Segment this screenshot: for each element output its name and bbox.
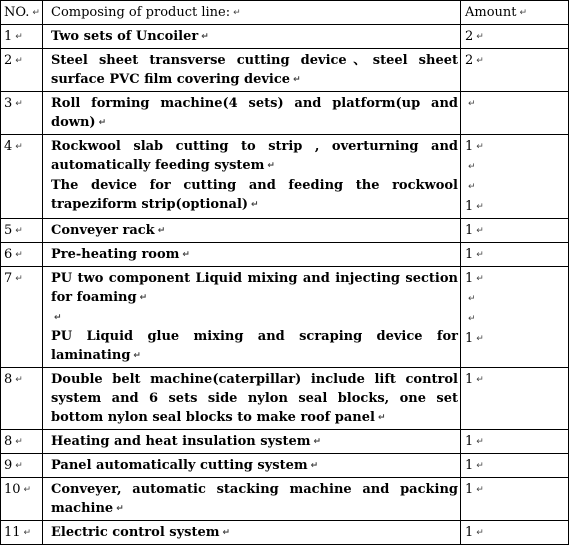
row-description xyxy=(43,478,461,521)
amount-line xyxy=(465,269,566,289)
table-header-row xyxy=(1,1,569,25)
return-mark-icon: ↵ xyxy=(15,32,23,42)
return-mark-icon: ↵ xyxy=(23,485,32,495)
description-line xyxy=(51,480,458,519)
description-line xyxy=(51,308,458,327)
return-mark-icon: ↵ xyxy=(519,8,528,18)
description-line xyxy=(51,221,458,241)
return-mark-icon: ↵ xyxy=(15,99,23,109)
return-mark-icon: ↵ xyxy=(139,293,148,303)
row-amount xyxy=(461,49,569,92)
amount-text: 1 xyxy=(465,247,474,262)
row-number xyxy=(1,521,43,545)
table-row xyxy=(1,243,569,267)
return-mark-icon: ↵ xyxy=(201,32,209,42)
amount-text: 2 xyxy=(465,53,474,68)
header-composition: Composing of product line: ↵ xyxy=(43,1,461,25)
description-line xyxy=(51,51,458,90)
return-mark-icon: ↵ xyxy=(116,504,124,514)
description-text: Pre-heating room xyxy=(51,247,180,262)
description-text: PU Liquid glue mixing and scraping device for laminating xyxy=(51,329,458,363)
row-description xyxy=(43,267,461,368)
table-row xyxy=(1,92,569,135)
row-number xyxy=(1,454,43,478)
amount-line xyxy=(465,309,566,329)
row-amount xyxy=(461,25,569,49)
row-number-text: 7 xyxy=(4,271,13,286)
description-text: Conveyer rack xyxy=(51,223,155,238)
return-mark-icon: ↵ xyxy=(468,162,476,172)
amount-text: 2 xyxy=(465,29,474,44)
row-amount xyxy=(461,243,569,267)
amount-line xyxy=(465,523,566,543)
return-mark-icon: ↵ xyxy=(476,202,484,212)
description-line xyxy=(51,432,458,452)
table-row xyxy=(1,430,569,454)
return-mark-icon: ↵ xyxy=(15,226,23,236)
return-mark-icon: ↵ xyxy=(293,75,301,85)
return-mark-icon: ↵ xyxy=(54,313,62,323)
return-mark-icon: ↵ xyxy=(468,314,476,324)
row-amount xyxy=(461,454,569,478)
row-description xyxy=(43,135,461,219)
row-number xyxy=(1,267,43,368)
amount-text: 1 xyxy=(465,458,474,473)
amount-line xyxy=(465,177,566,197)
table-row xyxy=(1,478,569,521)
row-number xyxy=(1,430,43,454)
row-description xyxy=(43,521,461,545)
amount-text: 1 xyxy=(465,139,474,154)
table-row xyxy=(1,454,569,478)
row-number xyxy=(1,25,43,49)
return-mark-icon: ↵ xyxy=(468,294,476,304)
row-number-text: 5 xyxy=(4,223,13,238)
header-no: NO. ↵ xyxy=(1,1,43,25)
table-body xyxy=(1,25,569,545)
description-text: Roll forming machine(4 sets) and platform(up and down) xyxy=(51,96,458,130)
row-number-text: 6 xyxy=(4,247,13,262)
row-number-text: 9 xyxy=(4,458,13,473)
return-mark-icon: ↵ xyxy=(476,375,484,385)
row-amount xyxy=(461,219,569,243)
return-mark-icon: ↵ xyxy=(98,118,107,128)
amount-line xyxy=(465,221,566,241)
amount-line xyxy=(465,432,566,452)
return-mark-icon: ↵ xyxy=(313,437,322,447)
row-number-text: 2 xyxy=(4,53,13,68)
row-amount xyxy=(461,135,569,219)
row-number xyxy=(1,92,43,135)
amount-text: 1 xyxy=(465,271,474,286)
return-mark-icon: ↵ xyxy=(15,250,23,260)
description-text: Two sets of Uncoiler xyxy=(51,29,199,44)
description-line xyxy=(51,523,458,543)
row-number-text: 3 xyxy=(4,96,13,111)
return-mark-icon: ↵ xyxy=(468,99,476,109)
return-mark-icon: ↵ xyxy=(15,375,23,385)
amount-text: 1 xyxy=(465,372,474,387)
row-amount xyxy=(461,368,569,430)
amount-line xyxy=(465,197,566,217)
return-mark-icon: ↵ xyxy=(476,56,484,66)
amount-line xyxy=(465,456,566,476)
return-mark-icon: ↵ xyxy=(310,461,319,471)
return-mark-icon: ↵ xyxy=(15,274,23,284)
amount-text: 1 xyxy=(465,199,474,214)
row-amount xyxy=(461,521,569,545)
row-description xyxy=(43,430,461,454)
amount-line xyxy=(465,480,566,500)
return-mark-icon: ↵ xyxy=(15,142,23,152)
row-number-text: 10 xyxy=(4,482,21,497)
return-mark-icon: ↵ xyxy=(32,8,40,18)
amount-line xyxy=(465,329,566,349)
amount-line xyxy=(465,94,566,114)
row-number-text: 11 xyxy=(4,525,21,540)
row-description xyxy=(43,219,461,243)
amount-line xyxy=(465,157,566,177)
amount-line xyxy=(465,245,566,265)
description-text: Conveyer, automatic stacking machine and packing machine xyxy=(51,482,458,516)
return-mark-icon: ↵ xyxy=(476,142,484,152)
return-mark-icon: ↵ xyxy=(476,334,484,344)
return-mark-icon: ↵ xyxy=(15,437,23,447)
return-mark-icon: ↵ xyxy=(476,461,484,471)
row-number-text: 1 xyxy=(4,29,13,44)
amount-line xyxy=(465,51,566,71)
return-mark-icon: ↵ xyxy=(476,32,484,42)
description-line xyxy=(51,269,458,308)
return-mark-icon: ↵ xyxy=(15,56,23,66)
table-row xyxy=(1,267,569,368)
description-line xyxy=(51,456,458,476)
description-text: The device for cutting and feeding the rockwool trapeziform strip(optional) xyxy=(51,178,458,212)
row-number xyxy=(1,49,43,92)
description-line xyxy=(51,27,458,47)
table-row xyxy=(1,521,569,545)
row-amount xyxy=(461,478,569,521)
return-mark-icon: ↵ xyxy=(476,485,484,495)
description-text: Heating and heat insulation system xyxy=(51,434,311,449)
row-description xyxy=(43,454,461,478)
row-amount xyxy=(461,92,569,135)
table-row xyxy=(1,135,569,219)
row-number xyxy=(1,478,43,521)
amount-text: 1 xyxy=(465,482,474,497)
row-number xyxy=(1,243,43,267)
return-mark-icon: ↵ xyxy=(157,226,166,236)
description-text: Panel automatically cutting system xyxy=(51,458,308,473)
amount-line xyxy=(465,370,566,390)
row-number-text: 8 xyxy=(4,372,13,387)
return-mark-icon: ↵ xyxy=(222,528,231,538)
return-mark-icon: ↵ xyxy=(476,274,484,284)
row-number-text: 4 xyxy=(4,139,13,154)
return-mark-icon: ↵ xyxy=(476,226,484,236)
return-mark-icon: ↵ xyxy=(476,528,484,538)
description-line xyxy=(51,245,458,265)
table-row xyxy=(1,219,569,243)
description-text: Rockwool slab cutting to strip , overturning and automatically feeding system xyxy=(51,139,458,173)
description-text: PU two component Liquid mixing and injecting section for foaming xyxy=(51,271,458,305)
amount-text: 1 xyxy=(465,525,474,540)
return-mark-icon: ↵ xyxy=(468,182,476,192)
table-row xyxy=(1,25,569,49)
description-line xyxy=(51,137,458,176)
return-mark-icon: ↵ xyxy=(377,413,386,423)
return-mark-icon: ↵ xyxy=(15,461,23,471)
row-description xyxy=(43,92,461,135)
header-amount: Amount ↵ xyxy=(461,1,569,25)
amount-text: 1 xyxy=(465,434,474,449)
return-mark-icon: ↵ xyxy=(267,161,275,171)
description-text: Electric control system xyxy=(51,525,220,540)
amount-text: 1 xyxy=(465,223,474,238)
return-mark-icon: ↵ xyxy=(23,528,32,538)
return-mark-icon: ↵ xyxy=(133,351,141,361)
row-amount xyxy=(461,430,569,454)
return-mark-icon: ↵ xyxy=(182,250,190,260)
amount-text: 1 xyxy=(465,331,474,346)
row-amount xyxy=(461,267,569,368)
amount-line xyxy=(465,289,566,309)
row-description xyxy=(43,25,461,49)
row-number xyxy=(1,135,43,219)
amount-line xyxy=(465,137,566,157)
return-mark-icon: ↵ xyxy=(251,200,259,210)
amount-line xyxy=(465,27,566,47)
row-description xyxy=(43,243,461,267)
description-text: Double belt machine(caterpillar) include lift control system and 6 sets side nylon seal blocks, one set bottom nylon seal blocks to make roof panel xyxy=(51,372,458,425)
return-mark-icon: ↵ xyxy=(476,250,484,260)
description-line xyxy=(51,94,458,133)
row-number xyxy=(1,368,43,430)
return-mark-icon: ↵ xyxy=(476,437,484,447)
row-description xyxy=(43,368,461,430)
row-number-text: 8 xyxy=(4,434,13,449)
table-row xyxy=(1,49,569,92)
description-line xyxy=(51,176,458,215)
return-mark-icon: ↵ xyxy=(233,8,241,18)
description-text: Steel sheet transverse cutting device、steel sheet surface PVC film covering device xyxy=(51,53,458,87)
table-row xyxy=(1,368,569,430)
row-description xyxy=(43,49,461,92)
description-line xyxy=(51,370,458,428)
row-number xyxy=(1,219,43,243)
description-line xyxy=(51,327,458,366)
